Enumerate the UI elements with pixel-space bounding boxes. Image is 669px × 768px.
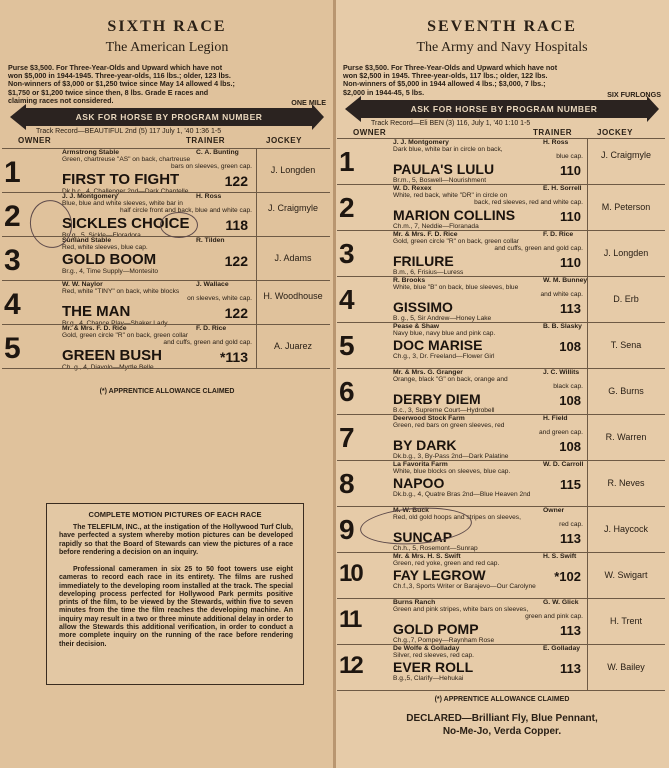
silks-line: Dark blue, white bar in circle on back, [393, 146, 503, 153]
silks-line: Green and pink stripes, white bars on sleeves, [393, 606, 529, 613]
jockey-name: D. Erb [613, 294, 639, 304]
owner-name: La Favorita Farm [393, 461, 448, 468]
breeding-line: Ch.m., 7, Neddie—Floranada [393, 222, 479, 230]
breeding-line: B.c., 3, Supreme Court—Hydrobell [393, 406, 495, 414]
program-number: 10 [339, 560, 362, 588]
trainer-name: H. Ross [543, 139, 569, 146]
horse-name: GOLD POMP [393, 620, 479, 637]
owner-name: Armstrong Stable [62, 149, 120, 156]
breeding-line: Ch.h., 5, Rosemont—Sunrap [393, 544, 478, 552]
jockey-name: R. Neves [607, 478, 645, 488]
notice-paragraph: Professional cameramen in six 25 to 50 foot towers use eight cameras to record each race in its entirety. The films are rushed immediately to the developing room installed at the track. The special developing process perfected for Hollywood Park permits positive prints of the film, to be viewed by the Stewards, within five to seven minutes from the time the film reaches the developing machine. An inquiry may result in a two or three minute additional delay in order to allow the Stewards this additional verification, in order to conduct a more complete inquiry on the running of the race before rendering their decision. [59, 566, 293, 648]
silks-colors [62, 288, 252, 303]
track-record: Track Record—Eli BEN (3) 116, July 1, '40 1:10 1-5 [371, 120, 531, 127]
program-number: 3 [339, 238, 355, 270]
silks-colors [393, 468, 583, 475]
breeding-line: Ch.g.,7, Pompey—Raynham Rose [393, 636, 495, 644]
program-number: 7 [339, 422, 355, 454]
race-subtitle: The American Legion [105, 40, 229, 55]
trainer-name: H. Field [543, 415, 568, 422]
horse-name: EVER ROLL [393, 659, 474, 676]
breeding-line: B.g.,5, Clarify—Hehukai [393, 675, 464, 683]
silks-colors [393, 284, 583, 299]
breeding-line: Br.g., 4, Time Supply—Montesito [62, 268, 159, 276]
owner-name: Mr. & Mrs. F. D. Rice [62, 325, 127, 332]
program-number: 1 [339, 146, 355, 178]
program-number: 2 [339, 192, 355, 224]
weight: 108 [559, 339, 581, 355]
trainer-header: TRAINER [533, 128, 573, 137]
silks-line: blue cap. [556, 153, 583, 161]
silks-line: White, blue blocks on sleeves, blue cap. [393, 468, 511, 475]
track-record: Track Record—BEAUTIFUL 2nd (5) 117 July 1, '40 1:36 1-5 [36, 128, 222, 135]
weight: 113 [560, 661, 581, 677]
weight: 108 [559, 438, 581, 454]
program-number: 9 [339, 514, 355, 546]
silks-line: Green, chartreuse "AS" on back, chartreuse [62, 156, 191, 163]
silks-line: White, blue "B" on back, blue sleeves, blue [393, 284, 519, 291]
jockey-name: J. Craigmyle [600, 150, 651, 160]
silks-line: Gold, green circle "R" on back, green collar [393, 238, 519, 245]
trainer-name: E. H. Sorrell [543, 185, 582, 192]
program-number: 11 [339, 606, 361, 634]
horse-name: THE MAN [62, 302, 131, 320]
declared-list [335, 712, 669, 738]
condition-line: Purse $3,500. For Three-Year-Olds and Upward which have not [8, 63, 223, 72]
silks-line: and green cap. [539, 429, 583, 437]
race-title: SIXTH RACE [107, 18, 227, 35]
program-number: 5 [4, 331, 21, 365]
silks-line: Red, white sleeves, blue cap. [62, 244, 148, 251]
silks-colors [393, 652, 583, 659]
weight: *113 [219, 348, 248, 365]
weight: 122 [224, 304, 248, 321]
jockey-name: J. Craigmyle [267, 203, 318, 213]
silks-line: Blue, blue and white sleeves, white bar in [62, 200, 183, 207]
banner-arrowhead [10, 104, 26, 130]
trainer-name: J. C. Willits [543, 369, 580, 376]
program-number: 12 [339, 652, 362, 680]
jockey-name: H. Woodhouse [263, 291, 323, 301]
jockey-name: W. Bailey [607, 662, 645, 672]
breeding-line: Dk.b.g., 4, Quatre Bras 2nd—Blue Heaven 2nd [393, 491, 531, 499]
jockey-name: T. Sena [610, 340, 642, 350]
program-number-banner: ASK FOR HORSE BY PROGRAM NUMBER [361, 100, 647, 118]
owner-name: J. J. Montgomery [62, 193, 118, 200]
silks-line: bars on sleeves, green cap. [170, 163, 252, 171]
program-number: 6 [339, 376, 355, 408]
breeding-line: B.m., 6, Frisius—Luress [393, 268, 464, 276]
owner-name: W. D. Rexex [393, 185, 432, 192]
jockey-name: H. Trent [609, 616, 642, 626]
breeding-line: Ch.f.,3, Sports Writer or Barajevo—Our Carolyne [393, 583, 536, 591]
breeding-line: Ch. g., 4, Diavolo—Myrtle Belle [62, 363, 154, 371]
silks-colors [393, 238, 583, 253]
owner-name: Mr. & Mrs. F. D. Rice [393, 231, 458, 238]
silks-line: White, red back, white "DR" in circle on [393, 192, 508, 199]
silks-colors [393, 606, 583, 621]
trainer-name: Owner [543, 507, 565, 514]
breeding-line: Br.m., 5, Boswell—Nourishment [393, 176, 487, 184]
banner-tail [312, 104, 324, 130]
breeding-line: Dk.b.g., 3, By-Pass 2nd—Dark Palatine [393, 452, 509, 460]
jockey-name: R. Warren [605, 432, 647, 442]
jockey-name: J. Longden [270, 165, 316, 175]
race-subtitle: The Army and Navy Hospitals [416, 40, 588, 55]
silks-colors [62, 156, 252, 171]
weight: 110 [560, 208, 581, 224]
silks-line: Red, white "TINY" on back, white blocks [62, 288, 180, 295]
weight: 110 [560, 254, 581, 270]
silks-colors [393, 146, 583, 161]
banner-tail [647, 96, 659, 122]
condition-line: Purse $3,500. For Three-Year-Olds and Upward which have not [343, 63, 558, 72]
owner-name: Deerwood Stock Farm [393, 415, 465, 422]
owner-name: Burns Ranch [393, 599, 436, 606]
silks-colors [393, 376, 583, 391]
horse-name: BY DARK [393, 436, 457, 453]
horse-name: PAULA'S LULU [393, 160, 495, 177]
jockey-name: W. Swigart [604, 570, 648, 580]
notice-title: COMPLETE MOTION PICTURES OF EACH RACE [88, 510, 262, 519]
jockey-name: J. Adams [274, 253, 312, 263]
silks-colors [62, 200, 252, 215]
apprentice-note: (*) APPRENTICE ALLOWANCE CLAIMED [99, 388, 235, 395]
trainer-name: C. A. Bunting [196, 149, 239, 156]
race-title: SEVENTH RACE [427, 18, 577, 35]
jockey-name: M. Peterson [601, 202, 651, 212]
silks-line: half circle front and back, blue and white cap. [120, 207, 252, 215]
page-fold [333, 0, 336, 768]
apprentice-note: (*) APPRENTICE ALLOWANCE CLAIMED [434, 696, 570, 703]
horse-name: NAPOO [393, 475, 445, 492]
notice-paragraph: The TELEFILM, INC., at the instigation of the Hollywood Turf Club, have perfected a system whereby motion pictures can be developed rapidly so that the Board of Stewards can view the pictures of a race before rendering a decision on an inquiry. [59, 524, 293, 556]
silks-line: red cap. [559, 521, 583, 529]
jockey-name: J. Longden [603, 248, 649, 258]
horse-name: DOC MARISE [393, 337, 483, 354]
jockey-name: J. Haycock [603, 524, 648, 534]
condition-line: Non-winners of $5,000 in 1944 allowed 4 lbs.; $3,000, 7 lbs.; [343, 79, 546, 89]
motion-pictures-notice [46, 503, 304, 685]
breeding-line: Br.g., 4, Chance Play—Shaker Lady [62, 319, 168, 327]
trainer-name: W. M. Bunney [543, 277, 588, 284]
horse-name: FRILURE [393, 252, 454, 269]
weight: 113 [560, 300, 581, 316]
weight: 110 [560, 162, 581, 178]
breeding-line: Br. g., 5, Sickle—Floradora [62, 231, 141, 239]
condition-line: claiming races not considered. [8, 95, 114, 105]
silks-line: back, red sleeves, red and white cap. [474, 199, 583, 207]
trainer-name: G. W. Glick [543, 599, 579, 606]
silks-colors [62, 244, 252, 251]
silks-line: Red, old gold hoops and stripes on sleeves, [393, 514, 521, 521]
silks-line: and cuffs, green and gold cap. [163, 339, 252, 347]
trainer-name: W. D. Carroll [543, 461, 584, 468]
weight: 122 [224, 253, 248, 270]
jockey-header: JOCKEY [597, 128, 633, 137]
horse-name: FIRST TO FIGHT [62, 170, 180, 188]
silks-line: Gold, green circle "R" on back, green collar [62, 332, 188, 339]
condition-line: $1,750 or $1,200 twice since then, 8 lbs. Grade E races and [8, 87, 209, 97]
owner-name: Mr. & Mrs. H. S. Swift [393, 553, 461, 560]
condition-line: won $2,500 in 1945. Three-year-olds, 117 lbs.; older, 122 lbs. [343, 71, 548, 81]
breeding-line: Dk.b.c., 4, Challenger 2nd—Dark Chantelle [62, 187, 189, 195]
trainer-name: B. B. Slasky [543, 323, 582, 330]
trainer-name: R. Tilden [196, 237, 225, 244]
horse-name: FAY LEGROW [393, 567, 486, 584]
condition-line: Non-winners of $3,000 or $1,250 twice since May 14 allowed 4 lbs.; [8, 79, 235, 89]
trainer-name: F. D. Rice [196, 325, 227, 332]
declared-line: DECLARED—Brilliant Fly, Blue Pennant, [406, 713, 598, 724]
program-number: 4 [339, 284, 355, 316]
entries-bottom-rule [2, 368, 330, 369]
weight: 122 [224, 172, 248, 189]
owner-name: J. J. Montgomery [393, 139, 449, 146]
silks-line: and white cap. [540, 291, 583, 299]
silks-line: Green, red yoke, green and red cap. [393, 560, 500, 567]
owner-header: OWNER [18, 136, 52, 145]
program-number: 5 [339, 330, 355, 362]
horse-name: GOLD BOOM [62, 251, 157, 269]
silks-colors [393, 560, 583, 567]
program-number: 8 [339, 468, 355, 500]
breeding-line: B. g., 5, Sir Andrew—Honey Lake [393, 314, 492, 322]
program-number: 2 [4, 199, 21, 233]
silks-colors [393, 192, 583, 207]
weight: *102 [554, 569, 581, 585]
owner-header: OWNER [353, 128, 387, 137]
horse-name: GREEN BUSH [62, 346, 163, 364]
entries-bottom-rule [337, 690, 665, 691]
program-number: 1 [4, 155, 21, 189]
owner-name: R. Brooks [393, 277, 426, 284]
owner-name: Mr. & Mrs. G. Granger [393, 369, 463, 376]
silks-line: Green, red bars on green sleeves, red [393, 422, 505, 429]
silks-line: green and pink cap. [525, 613, 583, 621]
silks-colors [393, 330, 583, 337]
jockey-name: A. Juarez [273, 341, 313, 351]
silks-line: on sleeves, white cap. [187, 295, 252, 303]
race-distance: ONE MILE [291, 98, 326, 107]
silks-line: Navy blue, navy blue and pink cap. [393, 330, 496, 337]
horse-name: GISSIMO [393, 298, 453, 315]
silks-colors [393, 422, 583, 437]
race-distance: SIX FURLONGS [607, 90, 661, 99]
silks-line: and cuffs, green and gold cap. [494, 245, 583, 253]
entry-row [337, 138, 665, 184]
owner-name: M. W. Buck [393, 507, 429, 514]
weight: 113 [560, 622, 581, 638]
owner-name: De Wolfe & Golladay [393, 645, 460, 652]
pencil-circle-mark [160, 212, 198, 238]
horse-name: SUNCAP [393, 528, 453, 545]
horse-name: MARION COLLINS [393, 206, 516, 223]
jockey-header: JOCKEY [266, 136, 302, 145]
weight: 115 [560, 477, 581, 493]
weight: 108 [559, 392, 581, 408]
owner-name: W. W. Naylor [62, 281, 103, 288]
trainer-name: H. S. Swift [543, 553, 577, 560]
silks-colors [62, 332, 252, 347]
weight: 118 [225, 216, 248, 233]
owner-name: Pease & Shaw [393, 323, 440, 330]
trainer-header: TRAINER [186, 136, 226, 145]
program-number-banner: ASK FOR HORSE BY PROGRAM NUMBER [26, 108, 312, 126]
trainer-name: E. Golladay [543, 645, 581, 652]
owner-name: Sunland Stable [62, 237, 112, 244]
trainer-name: H. Ross [196, 193, 222, 200]
jockey-name: G. Burns [608, 386, 644, 396]
breeding-line: Ch.g., 3, Dr. Freeland—Flower Girl [393, 353, 495, 361]
banner-arrowhead [345, 96, 361, 122]
declared-line: No-Me-Jo, Verda Copper. [442, 726, 562, 737]
silks-line: Orange, black "G" on back, orange and [393, 376, 508, 383]
condition-line: won $5,000 in 1944-1945. Three-year-olds, 116 lbs.; older, 123 lbs. [8, 71, 231, 81]
silks-line: Silver, red sleeves, red cap. [393, 652, 474, 659]
horse-name: DERBY DIEM [393, 390, 481, 407]
horse-name: SICKLES CHOICE [62, 214, 190, 232]
condition-line: $2,000 in 1944-45, 5 lbs. [343, 87, 425, 97]
weight: 113 [560, 530, 581, 546]
silks-line: black cap. [553, 383, 583, 391]
program-number: 3 [4, 243, 21, 277]
trainer-name: J. Wallace [196, 281, 229, 288]
trainer-name: F. D. Rice [543, 231, 574, 238]
program-number: 4 [4, 287, 21, 321]
